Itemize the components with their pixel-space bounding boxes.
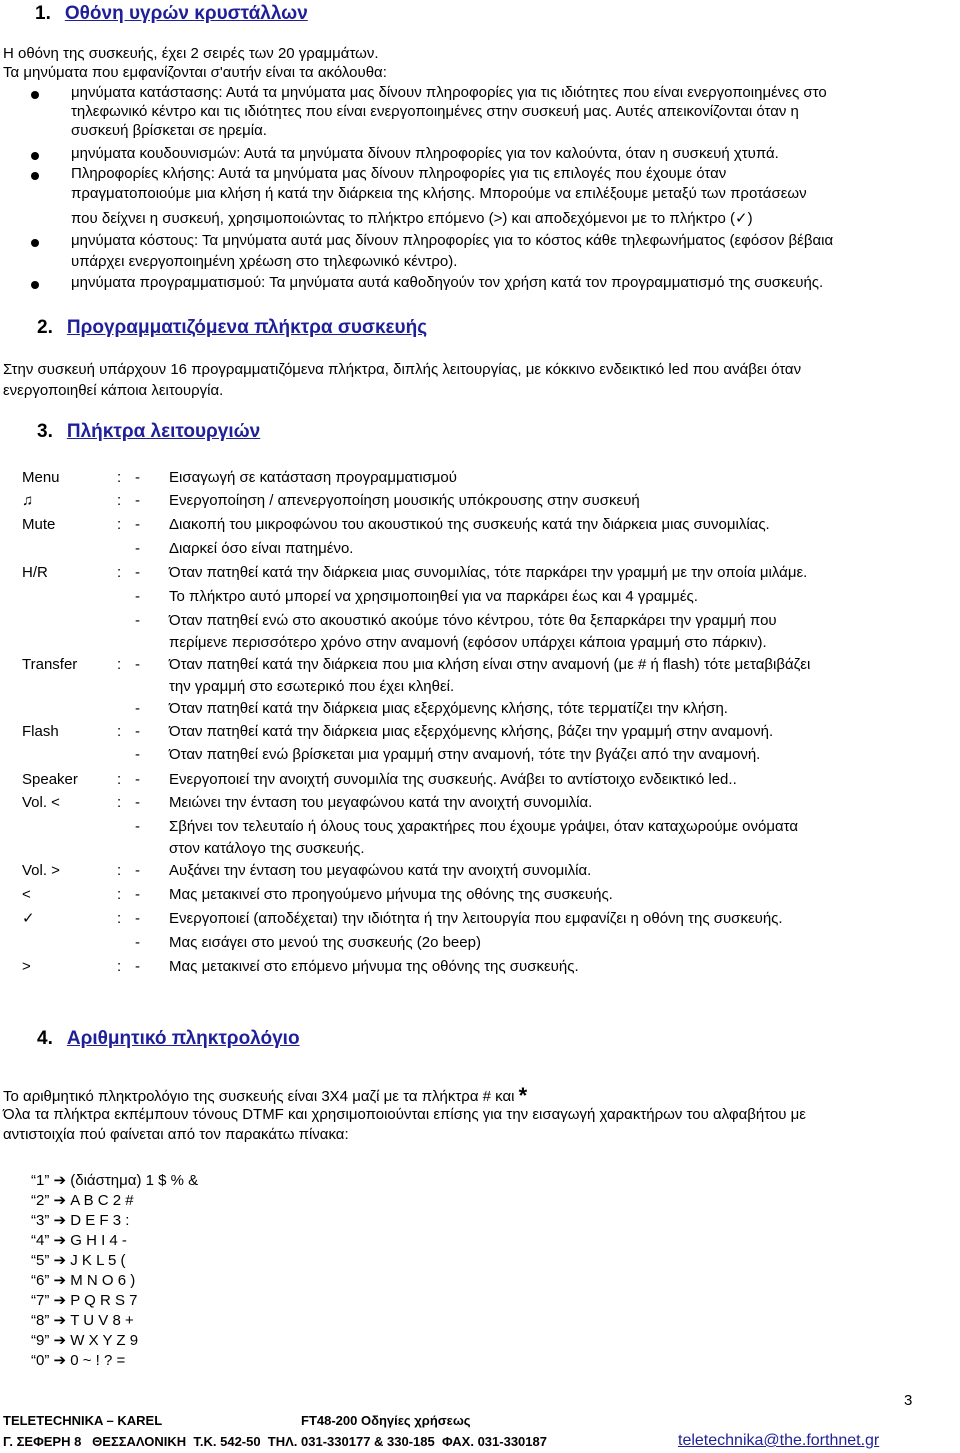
- bullet-text: τηλεφωνικό κέντρο και τις ιδιότητες που είναι ενεργοποιημένες στην συσκευή μας. Αυτές απεικονίζονται όταν η: [71, 103, 799, 120]
- bullet-icon: [31, 152, 39, 160]
- key-dash: -: [135, 886, 140, 903]
- key-dash: -: [135, 700, 140, 717]
- key-separator: :: [117, 492, 122, 509]
- key-name: Speaker: [22, 771, 78, 788]
- section-title: Πλήκτρα λειτουργιών: [66, 421, 261, 442]
- key-description: περίμενε περισσότερο χρόνο στην αναμονή (εφόσον υπάρχει κάποια γραμμή στο πάρκιν).: [169, 634, 767, 651]
- key-dash: -: [135, 818, 140, 835]
- keypad-chars: D E F 3 :: [70, 1212, 130, 1229]
- key-dash: -: [135, 588, 140, 605]
- key-description: Μας μετακινεί στο προηγούμενο μήνυμα της οθόνης της συσκευής.: [169, 886, 613, 903]
- bullet-text: που δείχνει η συσκευή, χρησιμοποιώντας το πλήκτρο επόμενο (>) και αποδεχόμενοι με το πλήκτρο (✓): [71, 210, 753, 227]
- arrow-right-icon: ➔: [49, 1212, 71, 1229]
- keypad-key: “2”: [31, 1192, 50, 1209]
- key-separator: :: [117, 886, 122, 903]
- keypad-key: “0”: [31, 1352, 50, 1369]
- footer-email-link[interactable]: teletechnika@the.forthnet.gr: [678, 1432, 880, 1449]
- key-dash: -: [135, 794, 140, 811]
- key-name: Vol. <: [22, 794, 60, 811]
- key-description: Μειώνει την ένταση του μεγαφώνου κατά την ανοιχτή συνομιλία.: [169, 794, 593, 811]
- section-3-heading: [37, 421, 260, 443]
- key-description: Ενεργοποιεί την ανοιχτή συνομιλία της συσκευής. Ανάβει το αντίστοιχο ενδεικτικό led..: [169, 771, 737, 788]
- keypad-row: [31, 1292, 138, 1310]
- keypad-row: [31, 1272, 135, 1290]
- bullet-text: μηνύματα κατάστασης: Αυτά τα μηνύματα μας δίνουν πληροφορίες για τις ιδιότητες που είναι ενεργοποιημένες στο: [71, 84, 827, 101]
- bullet-icon: [31, 281, 39, 289]
- footer-company: TELETECHNIKA – KAREL: [3, 1413, 163, 1428]
- key-name: >: [22, 958, 31, 975]
- key-dash: -: [135, 540, 140, 557]
- bullet-icon: [31, 172, 39, 180]
- bullet-icon: [31, 91, 39, 99]
- bullet-icon: [31, 239, 39, 247]
- keypad-chars: M N O 6 ): [70, 1272, 136, 1289]
- key-description: Διαρκεί όσο είναι πατημένο.: [169, 540, 354, 557]
- keypad-row: [31, 1312, 134, 1330]
- keypad-row: [31, 1352, 125, 1370]
- key-separator: :: [117, 771, 122, 788]
- key-name: Vol. >: [22, 862, 60, 879]
- arrow-right-icon: ➔: [49, 1172, 71, 1189]
- bullet-text: υπάρχει ενεργοποιημένη χρέωση στο τηλεφωνικό κέντρο).: [71, 253, 458, 270]
- key-description: Όταν πατηθεί κατά την διάρκεια μιας συνομιλίας, τότε παρκάρει την γραμμή με την οποία μιλάμε.: [169, 564, 808, 581]
- arrow-right-icon: ➔: [49, 1192, 71, 1209]
- bullet-text: μηνύματα κόστους: Τα μηνύματα αυτά μας δίνουν πληροφορίες για το κόστος κάθε τηλεφωνήματος (εφόσον βέβαια: [71, 232, 834, 249]
- key-description: Εισαγωγή σε κατάσταση προγραμματισμού: [169, 469, 457, 486]
- keypad-row: [31, 1232, 127, 1250]
- bullet-text: μηνύματα προγραμματισμού: Τα μηνύματα αυτά καθοδηγούν τον χρήση κατά τον προγραμματισμό της συσκευής.: [71, 274, 824, 291]
- keypad-key: “3”: [31, 1212, 50, 1229]
- key-dash: -: [135, 771, 140, 788]
- page-number: 3: [904, 1392, 913, 1409]
- paragraph: Στην συσκευή υπάρχουν 16 προγραμματιζόμενα πλήκτρα, διπλής λειτουργίας, με κόκκινο ενδεικτικό led που ανάβει όταν: [3, 361, 802, 378]
- key-dash: -: [135, 564, 140, 581]
- key-description: στον κατάλογο της συσκευής.: [169, 840, 365, 857]
- section-title: Προγραμματιζόμενα πλήκτρα συσκευής: [66, 317, 428, 338]
- keypad-row: [31, 1172, 198, 1190]
- key-separator: :: [117, 469, 122, 486]
- key-dash: -: [135, 469, 140, 486]
- paragraph: Όλα τα πλήκτρα εκπέμπουν τόνους DTMF και χρησιμοποιούνται επίσης για την εισαγωγή χαρακτήρων του αλφαβήτου με: [3, 1106, 806, 1123]
- key-separator: :: [117, 862, 122, 879]
- key-dash: -: [135, 516, 140, 533]
- section-2-heading: [37, 317, 427, 339]
- keypad-row: [31, 1252, 126, 1270]
- key-description: Ενεργοποιεί (αποδέχεται) την ιδιότητα ή την λειτουργία που εμφανίζει η οθόνη της συσκευής.: [169, 910, 783, 927]
- paragraph: [3, 1085, 955, 1106]
- arrow-right-icon: ➔: [49, 1272, 71, 1289]
- key-dash: -: [135, 862, 140, 879]
- key-description: Αυξάνει την ένταση του μεγαφώνου κατά την ανοιχτή συνομιλία.: [169, 862, 592, 879]
- key-dash: -: [135, 656, 140, 673]
- key-description: την γραμμή στο εσωτερικό που έχει κληθεί.: [169, 678, 455, 695]
- keypad-key: “5”: [31, 1252, 50, 1269]
- key-dash: -: [135, 910, 140, 927]
- section-title: Οθόνη υγρών κρυστάλλων: [64, 3, 308, 24]
- key-separator: :: [117, 656, 122, 673]
- key-dash: -: [135, 958, 140, 975]
- key-name: ♫: [22, 492, 34, 509]
- section-title: Αριθμητικό πληκτρολόγιο: [66, 1028, 300, 1049]
- star-key-icon: *: [518, 1083, 528, 1108]
- keypad-chars: W X Y Z 9: [70, 1332, 139, 1349]
- bullet-text: Πληροφορίες κλήσης: Αυτά τα μηνύματα μας δίνουν πληροφορίες για τις επιλογές που έχουμε όταν: [71, 165, 727, 182]
- keypad-chars: (διάστημα) 1 $ % &: [70, 1172, 199, 1189]
- key-separator: :: [117, 910, 122, 927]
- section-number: 2.: [37, 317, 53, 338]
- key-dash: -: [135, 723, 140, 740]
- key-name: Mute: [22, 516, 56, 533]
- key-dash: -: [135, 934, 140, 951]
- key-separator: :: [117, 723, 122, 740]
- key-description: Όταν πατηθεί κατά την διάρκεια μιας εξερχόμενης κλήσης, βάζει την γραμμή στην αναμονή.: [169, 723, 774, 740]
- keypad-chars: 0 ~ ! ? =: [70, 1352, 126, 1369]
- footer-address: Γ. ΣΕΦΕΡΗ 8 ΘΕΣΣΑΛΟΝΙΚΗ Τ.Κ. 542-50 ΤΗΛ. 031-330177 & 330-185 ΦΑΧ. 031-330187: [3, 1434, 547, 1449]
- keypad-chars: A B C 2 #: [70, 1192, 134, 1209]
- key-description: Όταν πατηθεί κατά την διάρκεια που μια κλήση είναι στην αναμονή (με # ή flash) τότε μεταβιβάζει: [169, 656, 811, 673]
- key-description: Ενεργοποίηση / απενεργοποίηση μουσικής υπόκρουσης στην συσκευή: [169, 492, 640, 509]
- keypad-key: “4”: [31, 1232, 50, 1249]
- key-name: ✓: [22, 910, 35, 927]
- paragraph: ενεργοποιηθεί κάποια λειτουργία.: [3, 382, 224, 399]
- section-number: 1.: [35, 3, 51, 24]
- footer-manual-title: FT48-200 Οδηγίες χρήσεως: [301, 1413, 471, 1428]
- keypad-key: “8”: [31, 1312, 50, 1329]
- section-1-heading: [35, 3, 308, 25]
- keypad-key: “7”: [31, 1292, 50, 1309]
- key-name: Menu: [22, 469, 60, 486]
- key-name: Flash: [22, 723, 59, 740]
- key-dash: -: [135, 746, 140, 763]
- paragraph-text: Το αριθμητικό πληκτρολόγιο της συσκευής είναι 3Χ4 μαζί με τα πλήκτρα # και: [3, 1088, 515, 1105]
- key-description: Όταν πατηθεί ενώ στο ακουστικό ακούμε τόνο κέντρου, τότε θα ξεπαρκάρει την γραμμή που: [169, 612, 777, 629]
- section-number: 3.: [37, 421, 53, 442]
- keypad-key: “9”: [31, 1332, 50, 1349]
- key-description: Το πλήκτρο αυτό μπορεί να χρησιμοποιηθεί για να παρκάρει έως και 4 γραμμές.: [169, 588, 698, 605]
- key-separator: :: [117, 516, 122, 533]
- key-dash: -: [135, 492, 140, 509]
- arrow-right-icon: ➔: [49, 1252, 71, 1269]
- keypad-row: [31, 1212, 129, 1230]
- paragraph: Τα μηνύματα που εμφανίζονται σ'αυτήν είναι τα ακόλουθα:: [3, 64, 387, 81]
- key-name: H/R: [22, 564, 48, 581]
- keypad-chars: J K L 5 (: [70, 1252, 126, 1269]
- keypad-row: [31, 1332, 138, 1350]
- key-name: <: [22, 886, 31, 903]
- arrow-right-icon: ➔: [49, 1232, 71, 1249]
- section-4-heading: [37, 1028, 300, 1050]
- key-separator: :: [117, 958, 122, 975]
- keypad-key: “1”: [31, 1172, 50, 1189]
- arrow-right-icon: ➔: [49, 1332, 71, 1349]
- key-name: Transfer: [22, 656, 78, 673]
- key-description: Όταν πατηθεί κατά την διάρκεια μιας εξερχόμενης κλήσης, τότε τερματίζει την κλήση.: [169, 700, 728, 717]
- key-separator: :: [117, 794, 122, 811]
- keypad-chars: G H I 4 -: [70, 1232, 127, 1249]
- arrow-right-icon: ➔: [49, 1312, 71, 1329]
- paragraph: Η οθόνη της συσκευής, έχει 2 σειρές των 20 γραμμάτων.: [3, 45, 379, 62]
- keypad-chars: T U V 8 +: [70, 1312, 134, 1329]
- key-description: Διακοπή του μικροφώνου του ακουστικού της συσκευής κατά την διάρκεια μιας συνομιλίας.: [169, 516, 770, 533]
- key-separator: :: [117, 564, 122, 581]
- bullet-text: μηνύματα κουδουνισμών: Αυτά τα μηνύματα δίνουν πληροφορίες για τον καλούντα, όταν η συσκευή χτυπά.: [71, 145, 779, 162]
- paragraph: αντιστοιχία πού φαίνεται από τον παρακάτω πίνακα:: [3, 1126, 349, 1143]
- key-description: Όταν πατηθεί ενώ βρίσκεται μια γραμμή στην αναμονή, τότε την βγάζει από την αναμονή.: [169, 746, 761, 763]
- key-dash: -: [135, 612, 140, 629]
- keypad-row: [31, 1192, 134, 1210]
- key-description: Σβήνει τον τελευταίο ή όλους τους χαρακτήρες που έχουμε γράψει, όταν καταχωρούμε ονόματα: [169, 818, 799, 835]
- arrow-right-icon: ➔: [49, 1352, 71, 1369]
- section-number: 4.: [37, 1028, 53, 1049]
- arrow-right-icon: ➔: [49, 1292, 71, 1309]
- bullet-text: πραγματοποιούμε μια κλήση ή κατά την διάρκεια της κλήσης. Μπορούμε να επιλέξουμε μεταξύ των προτάσεων: [71, 185, 807, 202]
- key-description: Μας εισάγει στο μενού της συσκευής (2o beep): [169, 934, 481, 951]
- keypad-chars: P Q R S 7: [70, 1292, 138, 1309]
- key-description: Μας μετακινεί στο επόμενο μήνυμα της οθόνης της συσκευής.: [169, 958, 579, 975]
- bullet-text: συσκευή βρίσκεται σε ηρεμία.: [71, 122, 267, 139]
- keypad-key: “6”: [31, 1272, 50, 1289]
